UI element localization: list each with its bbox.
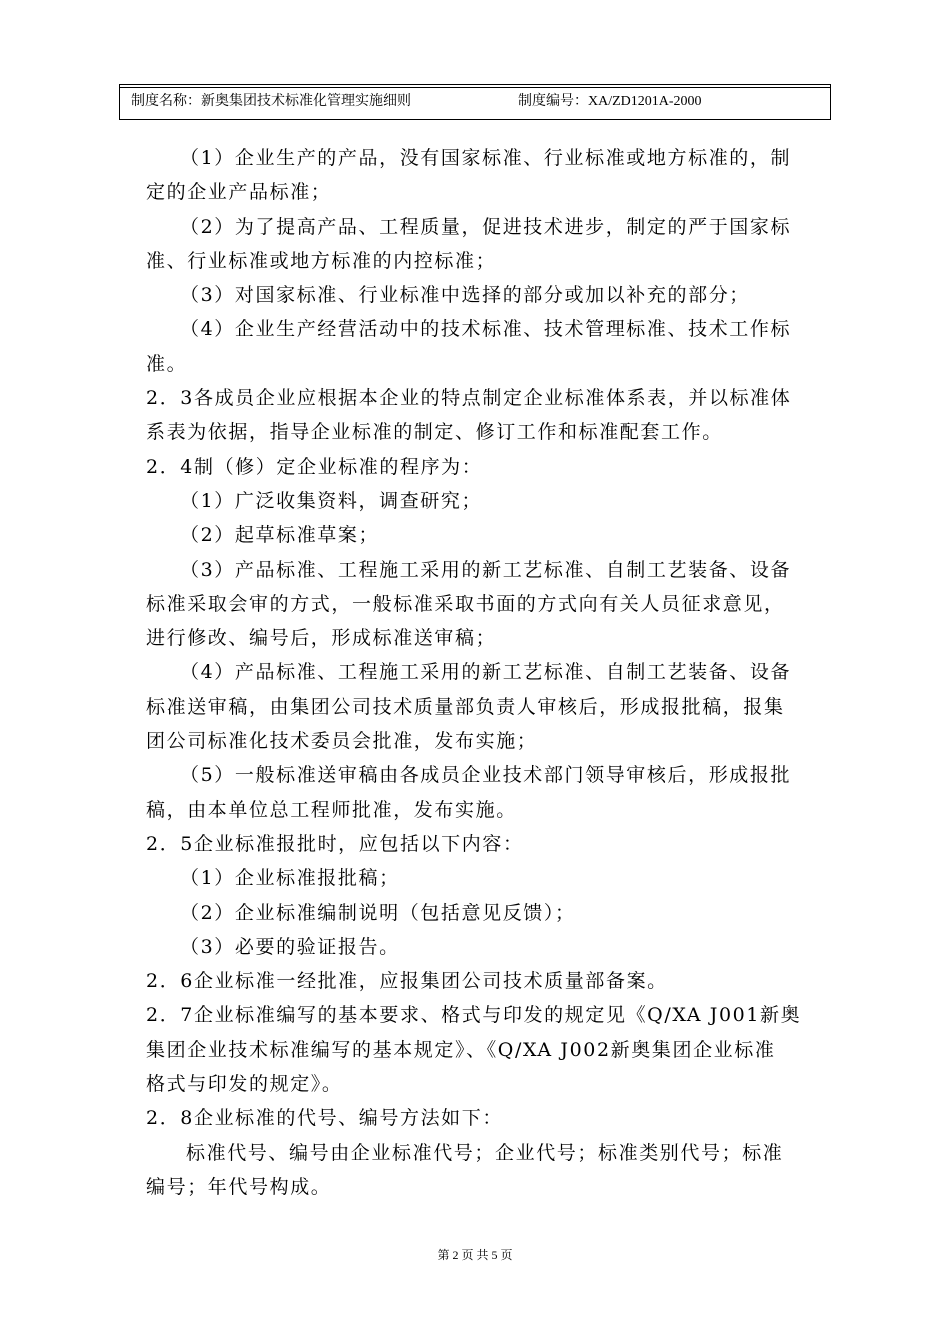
text-line: （2）起草标准草案；: [180, 524, 380, 547]
text-line: 准、行业标准或地方标准的内控标准；: [146, 249, 497, 272]
text-line: 2．8企业标准的代号、编号方法如下：: [146, 1107, 503, 1130]
text-line: （3）对国家标准、行业标准中选择的部分或加以补充的部分；: [180, 284, 750, 307]
text-line: 团公司标准化技术委员会批准，发布实施；: [146, 730, 538, 753]
text-line: 编号；年代号构成。: [146, 1175, 332, 1198]
text-line: 稿，由本单位总工程师批准，发布实施。: [146, 798, 517, 821]
text-line: 2．3各成员企业应根据本企业的特点制定企业标准体系表，并以标准体: [146, 387, 792, 410]
text-line: 进行修改、编号后，形成标准送审稿；: [146, 627, 497, 650]
document-body: [146, 141, 846, 1204]
text-line: （2）企业标准编制说明（包括意见反馈）；: [180, 901, 576, 924]
text-line: 标准代号、编号由企业标准代号；企业代号；标准类别代号；标准: [186, 1141, 784, 1164]
text-line: （5）一般标准送审稿由各成员企业技术部门领导审核后，形成报批: [180, 764, 792, 787]
text-line: 格式与印发的规定》。: [146, 1073, 343, 1096]
text-line: 2．4制（修）定企业标准的程序为：: [146, 455, 483, 478]
text-line: （1）企业生产的产品，没有国家标准、行业标准或地方标准的，制: [180, 147, 792, 169]
text-line: （3）产品标准、工程施工采用的新工艺标准、自制工艺装备、设备: [180, 558, 792, 581]
text-line: 定的企业产品标准；: [146, 181, 332, 204]
text-line: （1）企业标准报批稿；: [180, 867, 400, 890]
regulation-code: 制度编号：XA/ZD1201A-2000: [518, 94, 702, 109]
text-line: 标准采取会审的方式，一般标准采取书面的方式向有关人员征求意见，: [146, 592, 785, 615]
text-line: 标准送审稿，由集团公司技术质量部负责人审核后，形成报批稿，报集: [146, 695, 785, 718]
regulation-name: 制度名称：新奥集团技术标准化管理实施细则: [131, 94, 411, 109]
document-header: [119, 84, 831, 120]
text-line: 2．6企业标准一经批准，应报集团公司技术质量部备案。: [146, 970, 668, 993]
text-line: 系表为依据，指导企业标准的制定、修订工作和标准配套工作。: [146, 421, 723, 444]
page-number: 第 2 页 共 5 页: [437, 1248, 513, 1262]
text-line: （2）为了提高产品、工程质量，促进技术进步，制定的严于国家标: [180, 215, 792, 238]
text-line: 准。: [146, 352, 188, 375]
text-line: （4）产品标准、工程施工采用的新工艺标准、自制工艺装备、设备: [180, 661, 792, 684]
text-line: （1）广泛收集资料，调查研究；: [180, 489, 483, 512]
text-line: 2．7企业标准编写的基本要求、格式与印发的规定见《Q/XA J001新奥: [146, 1004, 802, 1027]
text-line: 2．5企业标准报批时，应包括以下内容：: [146, 832, 524, 855]
text-line: （3）必要的验证报告。: [180, 935, 400, 958]
header-rule: [120, 87, 830, 88]
text-line: 集团企业技术标准编写的基本规定》、《Q/XA J002新奥集团企业标准: [146, 1038, 776, 1061]
text-line: （4）企业生产经营活动中的技术标准、技术管理标准、技术工作标: [180, 318, 792, 341]
